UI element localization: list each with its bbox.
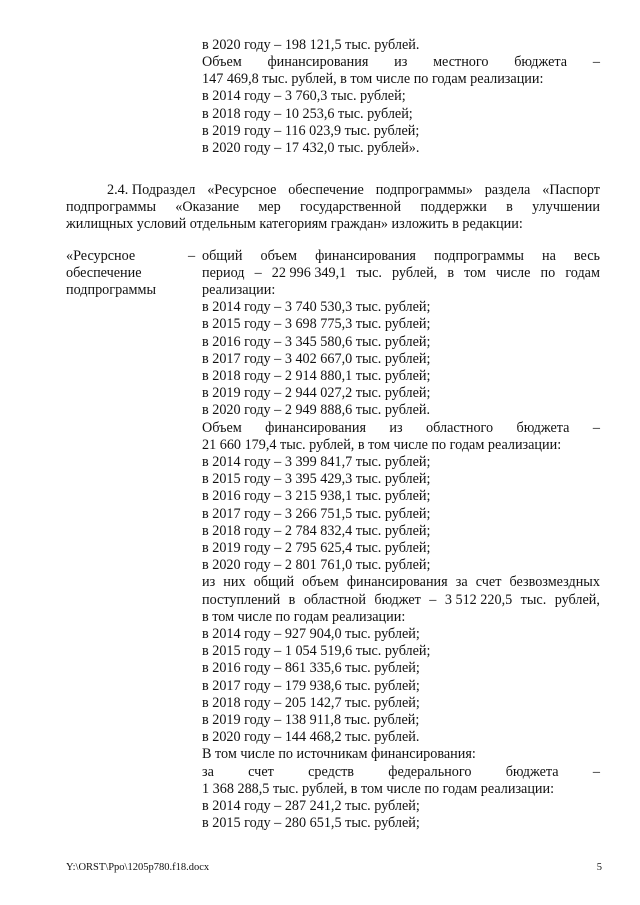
- year-line: в 2014 году – 287 241,2 тыс. рублей;: [202, 798, 420, 814]
- table-line-justified: за счет средств федерального бюджета –: [202, 764, 600, 780]
- table-line-justified: общий объем финансирования подпрограммы на весь: [202, 248, 600, 264]
- table-line: в том числе по годам реализации:: [202, 609, 406, 625]
- text-line: в 2019 году – 116 023,9 тыс. рублей;: [202, 123, 420, 139]
- year-line: в 2017 году – 3 266 751,5 тыс. рублей;: [202, 506, 431, 522]
- year-line: в 2016 году – 3 215 938,1 тыс. рублей;: [202, 488, 431, 504]
- table-line: В том числе по источникам финансирования:: [202, 746, 476, 762]
- table-label: «Ресурсное: [66, 248, 136, 264]
- text-line: в 2018 году – 10 253,6 тыс. рублей;: [202, 106, 413, 122]
- text-line: 147 469,8 тыс. рублей, в том числе по годам реализации:: [202, 71, 544, 87]
- table-label: обеспечение: [66, 265, 142, 281]
- year-line: в 2015 году – 1 054 519,6 тыс. рублей;: [202, 643, 431, 659]
- year-line: в 2018 году – 2 914 880,1 тыс. рублей;: [202, 368, 431, 384]
- year-line: в 2015 году – 3 395 429,3 тыс. рублей;: [202, 471, 431, 487]
- section-line: жилищных условий отдельным категориям граждан» изложить в редакции:: [66, 216, 523, 232]
- table-line-justified: поступлений в областной бюджет – 3 512 220,5 тыс. рублей,: [202, 592, 600, 608]
- text-line: в 2020 году – 17 432,0 тыс. рублей».: [202, 140, 420, 156]
- text-line: в 2020 году – 198 121,5 тыс. рублей.: [202, 37, 420, 53]
- year-line: в 2017 году – 3 402 667,0 тыс. рублей;: [202, 351, 431, 367]
- year-line: в 2019 году – 138 911,8 тыс. рублей;: [202, 712, 420, 728]
- table-line-justified: период – 22 996 349,1 тыс. рублей, в том числе по годам: [202, 265, 600, 281]
- year-line: в 2014 году – 927 904,0 тыс. рублей;: [202, 626, 420, 642]
- year-line: в 2014 году – 3 399 841,7 тыс. рублей;: [202, 454, 431, 470]
- table-dash: –: [188, 248, 196, 264]
- year-line: в 2020 году – 2 949 888,6 тыс. рублей.: [202, 402, 431, 418]
- year-line: в 2019 году – 2 795 625,4 тыс. рублей;: [202, 540, 431, 556]
- section-line: 2.4. Подраздел «Ресурсное обеспечение подпрограммы» раздела «Паспорт: [107, 182, 600, 198]
- year-line: в 2014 году – 3 740 530,3 тыс. рублей;: [202, 299, 431, 315]
- table-line-justified: из них общий объем финансирования за счет безвозмездных: [202, 574, 600, 590]
- table-line: 21 660 179,4 тыс. рублей, в том числе по годам реализации:: [202, 437, 562, 453]
- year-line: в 2019 году – 2 944 027,2 тыс. рублей;: [202, 385, 431, 401]
- table-label: подпрограммы: [66, 282, 156, 298]
- year-line: в 2020 году – 2 801 761,0 тыс. рублей;: [202, 557, 431, 573]
- table-line: реализации:: [202, 282, 276, 298]
- year-line: в 2017 году – 179 938,6 тыс. рублей;: [202, 678, 420, 694]
- year-line: в 2016 году – 3 345 580,6 тыс. рублей;: [202, 334, 431, 350]
- year-line: в 2015 году – 3 698 775,3 тыс. рублей;: [202, 316, 431, 332]
- text-line-justified: Объем финансирования из местного бюджета –: [202, 54, 600, 70]
- table-line: 1 368 288,5 тыс. рублей, в том числе по годам реализации:: [202, 781, 555, 797]
- section-line: подпрограммы «Оказание мер государственной поддержки в улучшении: [66, 199, 600, 215]
- table-line-justified: Объем финансирования из областного бюджета –: [202, 420, 600, 436]
- page-number: 5: [596, 862, 602, 873]
- footer-file-path: Y:\ORST\Ppo\1205p780.f18.docx: [66, 862, 210, 873]
- year-line: в 2016 году – 861 335,6 тыс. рублей;: [202, 660, 420, 676]
- text-line: в 2014 году – 3 760,3 тыс. рублей;: [202, 88, 406, 104]
- year-line: в 2018 году – 205 142,7 тыс. рублей;: [202, 695, 420, 711]
- year-line: в 2020 году – 144 468,2 тыс. рублей.: [202, 729, 420, 745]
- year-line: в 2015 году – 280 651,5 тыс. рублей;: [202, 815, 420, 831]
- year-line: в 2018 году – 2 784 832,4 тыс. рублей;: [202, 523, 431, 539]
